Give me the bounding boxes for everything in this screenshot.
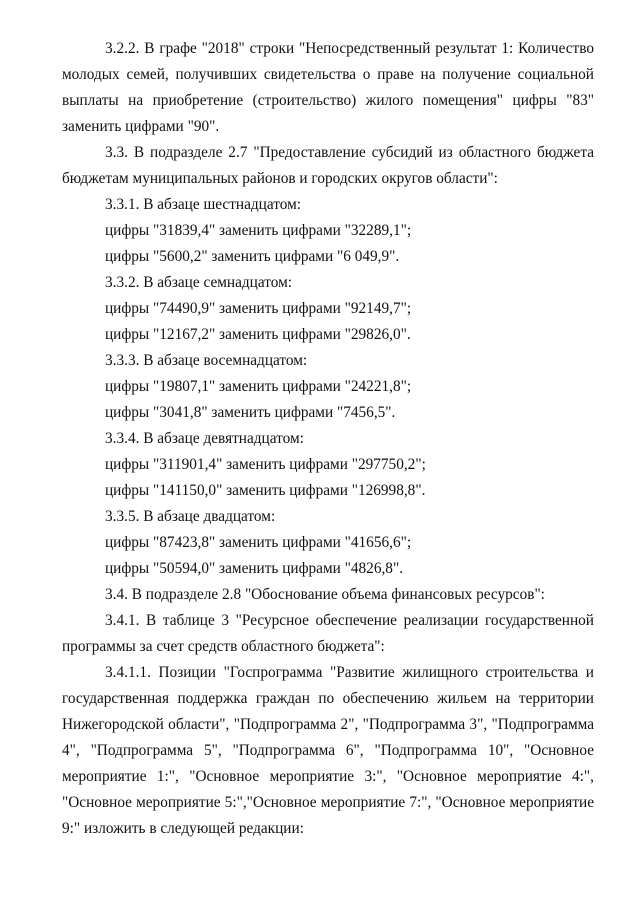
amendment-line: цифры "74490,9" заменить цифрами "92149,7"; [105,300,412,317]
paragraph-3-2-2: 3.2.2. В графе "2018" строки "Непосредственный результат 1: Количество молодых семей, получивших свидетельства о праве на получение социальной выплаты на приобретение (строительство) жилого помещения" цифры "83" заменить цифрами "90". [62,40,594,135]
amendment-line: цифры "19807,1" заменить цифрами "24221,8"; [105,378,412,395]
paragraph-3-4-1-1: 3.4.1.1. Позиции "Госпрограмма "Развитие жилищного строительства и государственная поддержка граждан по обеспечению жильем на территории Нижегородской области", "Подпрограмма 2", "Подпрограмма 3", "Подпрограмма 4", "Подпрограмма 5", "Подпрограмма 6", "Подпрограмма 10", "Основное мероприятие 1:", "Основное мероприятие 3:", "Основное мероприятие 4:", "Основное мероприятие 5:","Основное мероприятие 7:", "Основное мероприятие 9:" изложить в следующей редакции: [62,664,594,837]
paragraph-3-4: 3.4. В подразделе 2.8 "Обоснование объема финансовых ресурсов": [105,586,545,603]
amendment-line: цифры "12167,2" заменить цифрами "29826,0". [105,326,411,343]
amendment-line: цифры "3041,8" заменить цифрами "7456,5". [105,404,396,421]
document-page [62,36,594,842]
paragraph-3-3-1: 3.3.1. В абзаце шестнадцатом: [105,196,302,213]
amendment-line: цифры "5600,2" заменить цифрами "6 049,9". [105,248,400,265]
paragraph-3-3-4: 3.3.4. В абзаце девятнадцатом: [105,430,304,447]
paragraph-3-3: 3.3. В подразделе 2.7 "Предоставление субсидий из областного бюджета бюджетам муниципальных районов и городских округов области": [62,144,594,187]
amendment-line: цифры "141150,0" заменить цифрами "126998,8". [105,482,426,499]
amendment-line: цифры "50594,0" заменить цифрами "4826,8". [105,560,404,577]
amendment-line: цифры "87423,8" заменить цифрами "41656,6"; [105,534,412,551]
paragraph-3-3-5: 3.3.5. В абзаце двадцатом: [105,508,276,525]
paragraph-3-3-3: 3.3.3. В абзаце восемнадцатом: [105,352,308,369]
paragraph-3-4-1: 3.4.1. В таблице 3 "Ресурсное обеспечение реализации государственной программы за счет средств областного бюджета": [62,612,594,655]
amendment-line: цифры "311901,4" заменить цифрами "297750,2"; [105,456,426,473]
paragraph-3-3-2: 3.3.2. В абзаце семнадцатом: [105,274,293,291]
amendment-line: цифры "31839,4" заменить цифрами "32289,1"; [105,222,412,239]
